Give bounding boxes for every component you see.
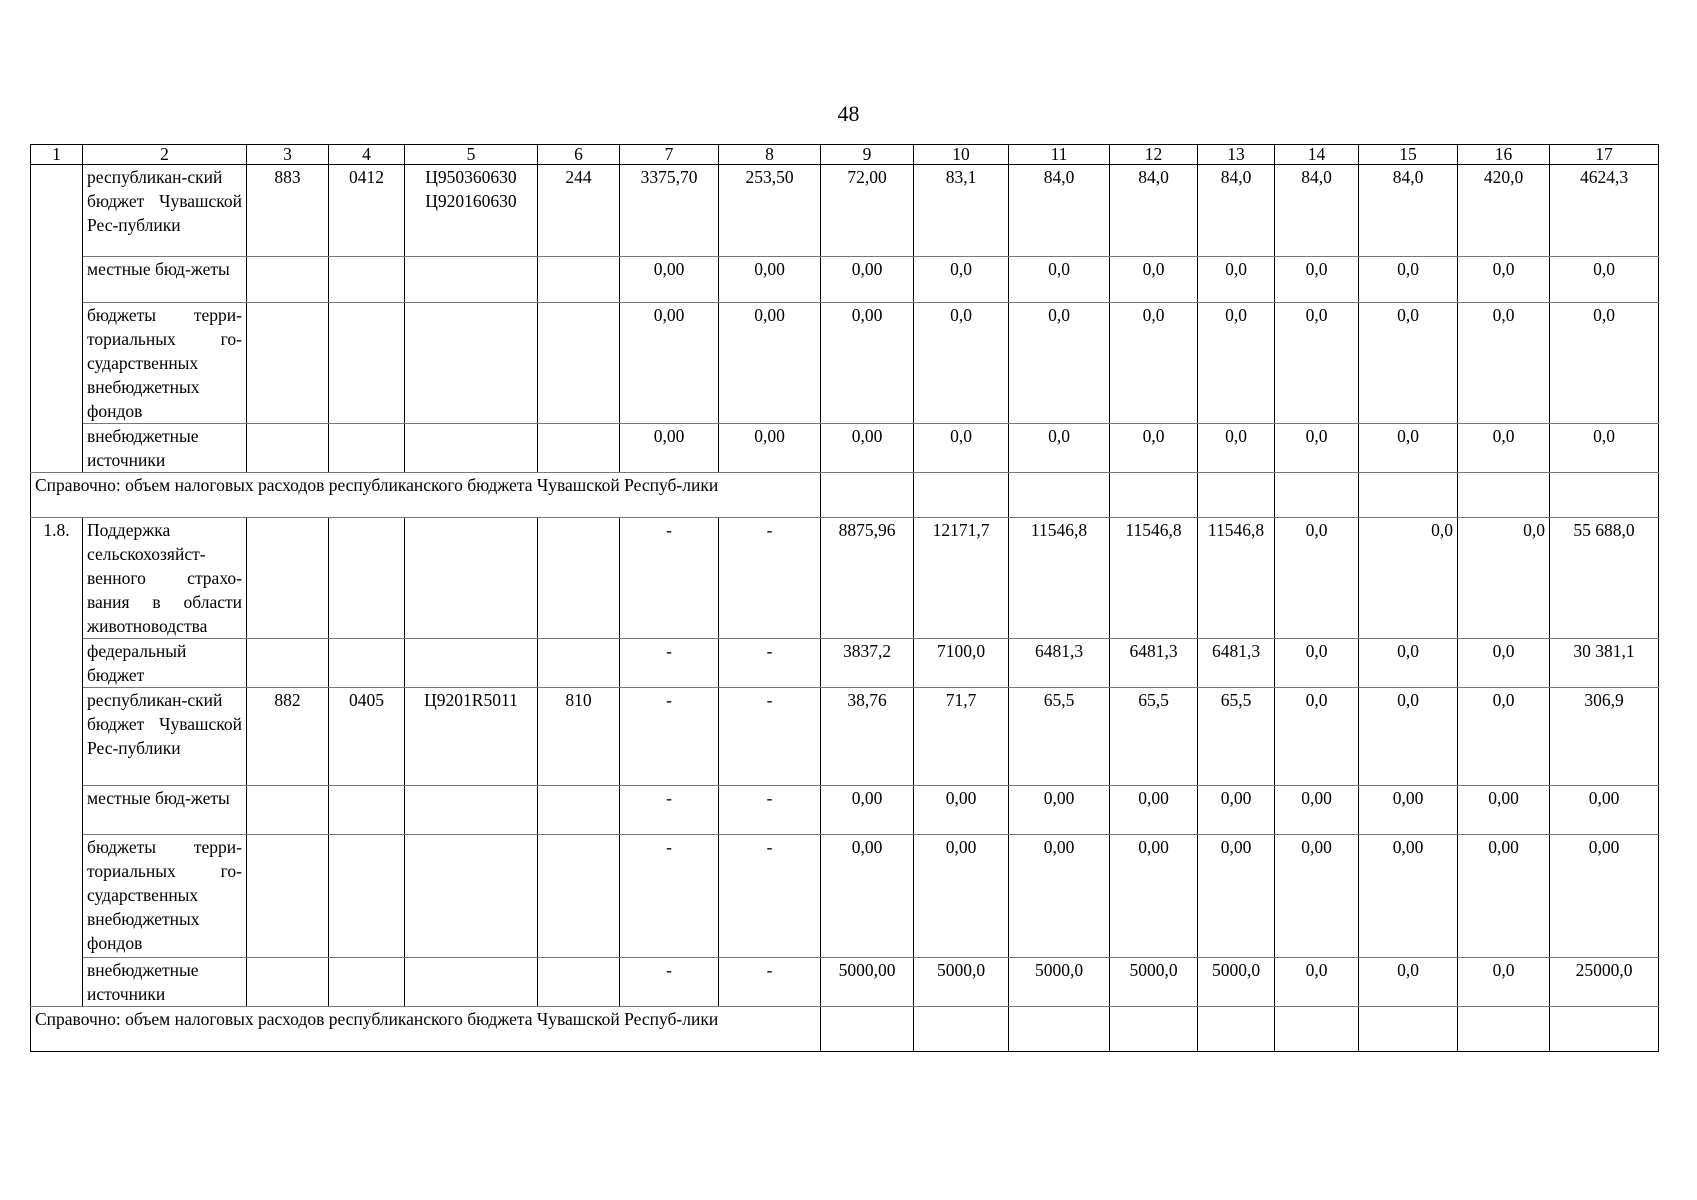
reference-empty-cell (821, 1007, 914, 1052)
section-cell (329, 786, 405, 835)
reference-empty-cell (914, 473, 1009, 518)
value-cell: 0,0 (914, 303, 1009, 424)
value-cell: 0,0 (1009, 424, 1110, 473)
value-cell: 11546,8 (1009, 518, 1110, 639)
table-row (31, 165, 1659, 257)
target-article-cell (405, 958, 538, 1007)
expense-type-cell (538, 786, 620, 835)
value-cell: 8875,96 (821, 518, 914, 639)
col-header: 1 (31, 145, 83, 165)
value-cell: 0,0 (1458, 303, 1550, 424)
value-cell: 0,0 (1275, 303, 1359, 424)
item-number-cell (31, 165, 83, 473)
value-cell: 5000,0 (1009, 958, 1110, 1007)
value-cell: 4624,3 (1550, 165, 1659, 257)
value-cell: 72,00 (821, 165, 914, 257)
reference-empty-cell (1550, 473, 1659, 518)
value-cell: 306,9 (1550, 688, 1659, 786)
page-number: 48 (837, 101, 860, 126)
section-cell: 0405 (329, 688, 405, 786)
reference-empty-cell (1275, 1007, 1359, 1052)
value-cell: - (719, 958, 821, 1007)
grbs-cell (247, 958, 329, 1007)
reference-empty-cell (1458, 1007, 1550, 1052)
value-cell: 0,00 (1550, 786, 1659, 835)
value-cell: 0,0 (1110, 303, 1198, 424)
col-header: 2 (83, 145, 247, 165)
value-cell: 0,0 (1275, 688, 1359, 786)
section-cell: 0412 (329, 165, 405, 257)
expense-type-cell (538, 424, 620, 473)
source-name-cell: местные бюд-жеты (83, 257, 247, 303)
value-cell: - (719, 639, 821, 688)
value-cell: 0,0 (1458, 688, 1550, 786)
budget-table (30, 144, 1659, 1052)
value-cell: 65,5 (1110, 688, 1198, 786)
target-article-cell (405, 518, 538, 639)
value-cell: 0,0 (1009, 303, 1110, 424)
value-cell: 420,0 (1458, 165, 1550, 257)
reference-empty-cell (1359, 473, 1458, 518)
value-cell: 0,00 (1359, 786, 1458, 835)
value-cell: 0,00 (620, 257, 719, 303)
value-cell: 5000,00 (821, 958, 914, 1007)
value-cell: 0,0 (1110, 257, 1198, 303)
reference-note: Справочно: объем налоговых расходов республиканского бюджета Чувашской Респуб-лики (31, 473, 821, 518)
reference-empty-cell (1198, 473, 1275, 518)
expense-type-cell (538, 835, 620, 958)
value-cell: 84,0 (1110, 165, 1198, 257)
value-cell: 84,0 (1275, 165, 1359, 257)
col-header: 9 (821, 145, 914, 165)
value-cell: 12171,7 (914, 518, 1009, 639)
reference-empty-cell (1458, 473, 1550, 518)
reference-empty-cell (1550, 1007, 1659, 1052)
value-cell: 0,0 (1198, 257, 1275, 303)
reference-empty-cell (1110, 1007, 1198, 1052)
target-article-cell (405, 424, 538, 473)
value-cell: 84,0 (1009, 165, 1110, 257)
source-name-cell: республикан-ский бюджет Чувашской Рес-публики (83, 688, 247, 786)
value-cell: 0,0 (1359, 958, 1458, 1007)
grbs-cell (247, 303, 329, 424)
item-number-cell: 1.8. (31, 518, 83, 1007)
value-cell: 11546,8 (1198, 518, 1275, 639)
table-row (31, 257, 1659, 303)
col-header: 4 (329, 145, 405, 165)
value-cell: 0,0 (1275, 958, 1359, 1007)
value-cell: 0,0 (1458, 518, 1550, 639)
grbs-cell (247, 786, 329, 835)
reference-empty-cell (1275, 473, 1359, 518)
value-cell: 0,0 (1198, 424, 1275, 473)
source-name-cell: бюджеты терри-ториальных го-сударственных внебюджетных фондов (83, 835, 247, 958)
value-cell: 5000,0 (1110, 958, 1198, 1007)
col-header: 16 (1458, 145, 1550, 165)
value-cell: 5000,0 (914, 958, 1009, 1007)
value-cell: - (620, 518, 719, 639)
expense-type-cell (538, 518, 620, 639)
grbs-cell: 883 (247, 165, 329, 257)
expense-type-cell (538, 303, 620, 424)
value-cell: 0,00 (719, 424, 821, 473)
reference-empty-cell (1009, 1007, 1110, 1052)
value-cell: 0,0 (1458, 639, 1550, 688)
table-row (31, 424, 1659, 473)
value-cell: 84,0 (1198, 165, 1275, 257)
value-cell: 0,00 (719, 257, 821, 303)
source-name-cell: республикан-ский бюджет Чувашской Рес-публики (83, 165, 247, 257)
table-row (31, 958, 1659, 1007)
reference-empty-cell (914, 1007, 1009, 1052)
value-cell: 0,0 (1550, 303, 1659, 424)
value-cell: - (719, 835, 821, 958)
value-cell: 6481,3 (1198, 639, 1275, 688)
expense-type-cell: 810 (538, 688, 620, 786)
col-header: 15 (1359, 145, 1458, 165)
source-name-cell: Поддержка сельскохозяйст-венного страхо-вания в области животноводства (83, 518, 247, 639)
value-cell: 0,00 (1275, 835, 1359, 958)
value-cell: 0,0 (1458, 958, 1550, 1007)
value-cell: 0,0 (1550, 424, 1659, 473)
value-cell: 0,0 (914, 257, 1009, 303)
value-cell: 0,0 (1359, 424, 1458, 473)
value-cell: 0,0 (1009, 257, 1110, 303)
target-article-cell (405, 257, 538, 303)
value-cell: 0,00 (914, 835, 1009, 958)
reference-note: Справочно: объем налоговых расходов республиканского бюджета Чувашской Респуб-лики (31, 1007, 821, 1052)
value-cell: 0,0 (1359, 639, 1458, 688)
grbs-cell: 882 (247, 688, 329, 786)
reference-empty-cell (1110, 473, 1198, 518)
value-cell: 0,00 (1198, 835, 1275, 958)
value-cell: - (620, 639, 719, 688)
value-cell: 0,00 (821, 835, 914, 958)
value-cell: 6481,3 (1009, 639, 1110, 688)
value-cell: 0,0 (1359, 688, 1458, 786)
col-header: 14 (1275, 145, 1359, 165)
reference-row (31, 473, 1659, 518)
value-cell: 0,00 (821, 303, 914, 424)
table-row (31, 639, 1659, 688)
col-header: 17 (1550, 145, 1659, 165)
value-cell: 0,00 (1458, 786, 1550, 835)
value-cell: 0,0 (1275, 424, 1359, 473)
reference-empty-cell (1198, 1007, 1275, 1052)
value-cell: 0,00 (719, 303, 821, 424)
source-name-cell: внебюджетные источники (83, 424, 247, 473)
value-cell: 0,0 (1110, 424, 1198, 473)
reference-empty-cell (821, 473, 914, 518)
value-cell: - (620, 786, 719, 835)
value-cell: 0,00 (1009, 835, 1110, 958)
reference-empty-cell (1359, 1007, 1458, 1052)
source-name-cell: местные бюд-жеты (83, 786, 247, 835)
reference-row (31, 1007, 1659, 1052)
value-cell: 7100,0 (914, 639, 1009, 688)
value-cell: 253,50 (719, 165, 821, 257)
section-cell (329, 835, 405, 958)
source-name-cell: бюджеты терри-ториальных го-сударственных внебюджетных фондов (83, 303, 247, 424)
target-article-cell: Ц9201R5011 (405, 688, 538, 786)
col-header: 6 (538, 145, 620, 165)
value-cell: 11546,8 (1110, 518, 1198, 639)
table-row (31, 688, 1659, 786)
col-header: 10 (914, 145, 1009, 165)
col-header: 12 (1110, 145, 1198, 165)
table-row (31, 786, 1659, 835)
value-cell: 65,5 (1009, 688, 1110, 786)
value-cell: 0,00 (821, 257, 914, 303)
target-article-cell (405, 835, 538, 958)
value-cell: 0,0 (1359, 257, 1458, 303)
value-cell: 0,0 (1458, 424, 1550, 473)
section-cell (329, 303, 405, 424)
value-cell: 0,0 (1550, 257, 1659, 303)
value-cell: 0,0 (1275, 518, 1359, 639)
value-cell: 71,7 (914, 688, 1009, 786)
expense-type-cell (538, 639, 620, 688)
value-cell: 38,76 (821, 688, 914, 786)
source-name-cell: внебюджетные источники (83, 958, 247, 1007)
col-header: 3 (247, 145, 329, 165)
reference-empty-cell (1009, 473, 1110, 518)
source-name-cell: федеральный бюджет (83, 639, 247, 688)
col-header: 13 (1198, 145, 1275, 165)
section-cell (329, 639, 405, 688)
value-cell: - (719, 518, 821, 639)
expense-type-cell (538, 257, 620, 303)
value-cell: 0,00 (1550, 835, 1659, 958)
header-row (31, 145, 1659, 165)
expense-type-cell: 244 (538, 165, 620, 257)
value-cell: 0,00 (1275, 786, 1359, 835)
value-cell: 25000,0 (1550, 958, 1659, 1007)
expense-type-cell (538, 958, 620, 1007)
value-cell: 0,00 (1458, 835, 1550, 958)
grbs-cell (247, 639, 329, 688)
target-article-cell (405, 786, 538, 835)
target-article-cell: Ц950360630 Ц920160630 (405, 165, 538, 257)
grbs-cell (247, 257, 329, 303)
value-cell: - (620, 688, 719, 786)
value-cell: 0,00 (1009, 786, 1110, 835)
grbs-cell (247, 835, 329, 958)
value-cell: - (620, 835, 719, 958)
value-cell: 30 381,1 (1550, 639, 1659, 688)
value-cell: - (620, 958, 719, 1007)
col-header: 7 (620, 145, 719, 165)
section-cell (329, 958, 405, 1007)
value-cell: 5000,0 (1198, 958, 1275, 1007)
value-cell: 0,00 (1359, 835, 1458, 958)
value-cell: 0,0 (914, 424, 1009, 473)
table-row (31, 303, 1659, 424)
value-cell: 65,5 (1198, 688, 1275, 786)
value-cell: 55 688,0 (1550, 518, 1659, 639)
value-cell: 3837,2 (821, 639, 914, 688)
value-cell: 0,00 (1110, 835, 1198, 958)
target-article-cell (405, 303, 538, 424)
value-cell: 0,0 (1275, 257, 1359, 303)
grbs-cell (247, 424, 329, 473)
value-cell: 0,00 (1110, 786, 1198, 835)
section-cell (329, 518, 405, 639)
col-header: 11 (1009, 145, 1110, 165)
value-cell: 0,00 (821, 786, 914, 835)
value-cell: 0,0 (1198, 303, 1275, 424)
value-cell: 0,0 (1458, 257, 1550, 303)
table-row (31, 518, 1659, 639)
value-cell: 83,1 (914, 165, 1009, 257)
value-cell: 0,00 (914, 786, 1009, 835)
value-cell: 0,00 (1198, 786, 1275, 835)
value-cell: 3375,70 (620, 165, 719, 257)
col-header: 5 (405, 145, 538, 165)
value-cell: 0,00 (620, 424, 719, 473)
value-cell: 0,0 (1359, 303, 1458, 424)
value-cell: - (719, 688, 821, 786)
grbs-cell (247, 518, 329, 639)
section-cell (329, 424, 405, 473)
value-cell: 0,00 (620, 303, 719, 424)
table-row (31, 835, 1659, 958)
target-article-cell (405, 639, 538, 688)
value-cell: - (719, 786, 821, 835)
value-cell: 0,0 (1359, 518, 1458, 639)
value-cell: 0,00 (821, 424, 914, 473)
value-cell: 6481,3 (1110, 639, 1198, 688)
value-cell: 0,0 (1275, 639, 1359, 688)
section-cell (329, 257, 405, 303)
value-cell: 84,0 (1359, 165, 1458, 257)
col-header: 8 (719, 145, 821, 165)
